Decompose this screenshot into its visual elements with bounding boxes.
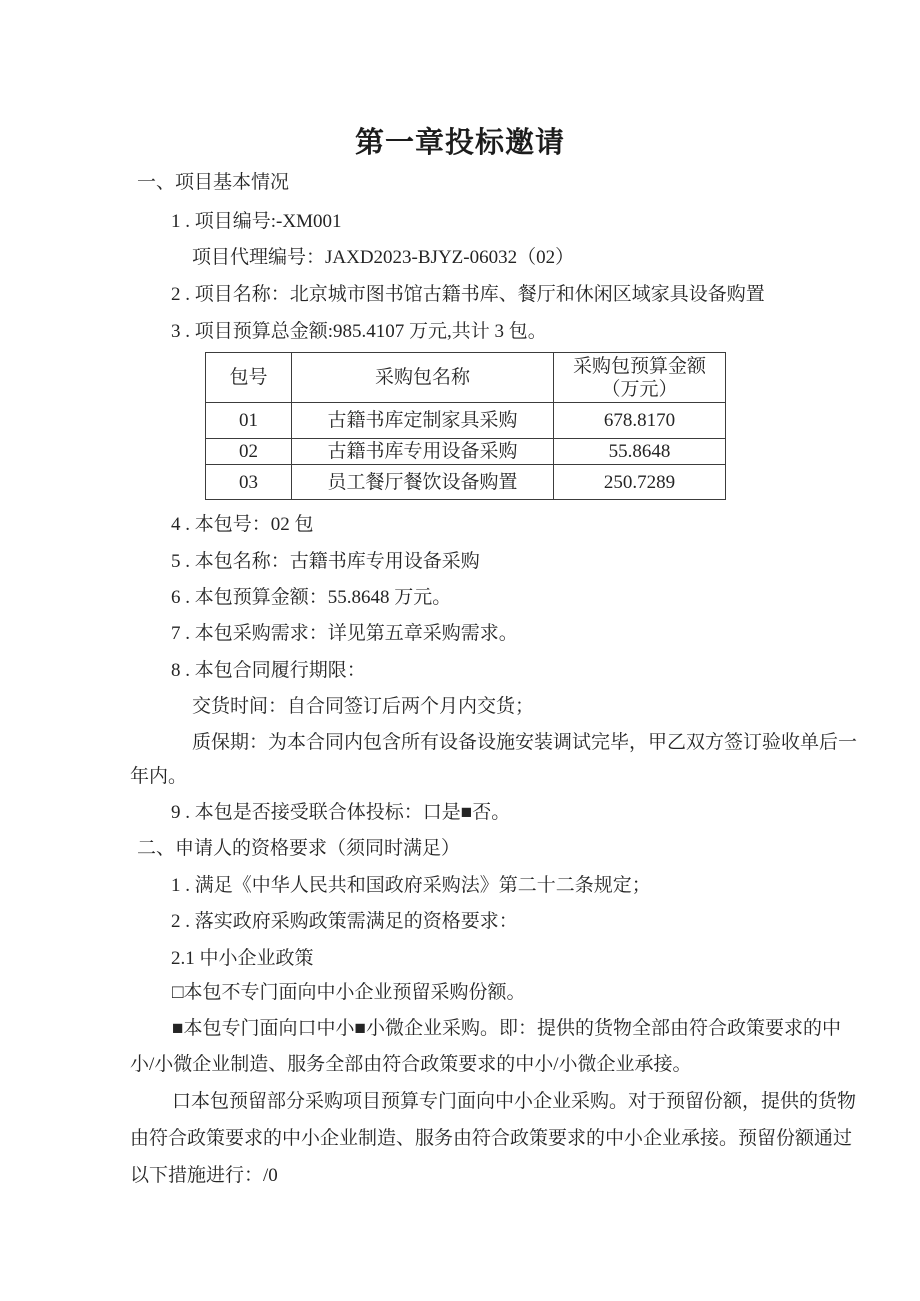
contract-period-line: 8 . 本包合同履行期限： xyxy=(171,660,366,681)
cell-package-budget: 250.7289 xyxy=(554,465,726,500)
table-row xyxy=(206,403,726,439)
cell-package-name: 古籍书库定制家具采购 xyxy=(292,403,554,439)
budget-table-container xyxy=(205,352,725,500)
warranty-line-2: 年内。 xyxy=(130,766,188,787)
chapter-title: 第一章投标邀请 xyxy=(354,127,565,159)
budget-table xyxy=(205,352,726,500)
package-budget-line: 6 . 本包预算金额：55.8648 万元。 xyxy=(171,587,452,608)
budget-table-header-row xyxy=(206,353,726,403)
cell-package-name: 古籍书库专用设备采购 xyxy=(292,439,554,465)
section2-heading: 二、申请人的资格要求（须同时满足） xyxy=(137,838,461,859)
cell-package-no: 02 xyxy=(206,439,292,465)
consortium-bid-line: 9 . 本包是否接受联合体投标：口是■否。 xyxy=(171,802,511,823)
sme-option-partial-line-2: 由符合政策要求的中小企业制造、服务由符合政策要求的中小企业承接。预留份额通过 xyxy=(130,1128,853,1149)
package-no-line: 4 . 本包号：02 包 xyxy=(171,514,314,535)
sme-option-partial-line-1: 口本包预留部分采购项目预算专门面向中小企业采购。对于预留份额，提供的货物 xyxy=(172,1091,857,1112)
sme-option-not-reserved: □本包不专门面向中小企业预留采购份额。 xyxy=(172,982,526,1003)
table-row xyxy=(206,439,726,465)
header-package-budget: 采购包预算金额（万元） xyxy=(554,353,726,403)
cell-package-budget: 678.8170 xyxy=(554,403,726,439)
project-name-line: 2 . 项目名称：北京城市图书馆古籍书库、餐厅和休闲区域家具设备购置 xyxy=(171,284,765,305)
header-package-name: 采购包名称 xyxy=(292,353,554,403)
section1-heading: 一、项目基本情况 xyxy=(137,172,290,193)
cell-package-no: 01 xyxy=(206,403,292,439)
warranty-line-1: 质保期：为本合同内包含所有设备设施安装调试完毕，甲乙双方签订验收单后一 xyxy=(192,732,858,753)
policy-requirement-line: 2 . 落实政府采购政策需满足的资格要求： xyxy=(171,911,518,932)
header-package-no: 包号 xyxy=(206,353,292,403)
total-budget-line: 3 . 项目预算总金额:985.4107 万元,共计 3 包。 xyxy=(171,321,547,342)
procurement-demand-line: 7 . 本包采购需求：详见第五章采购需求。 xyxy=(171,623,518,644)
sme-option-dedicated-line-2: 小/小微企业制造、服务全部由符合政策要求的中小/小微企业承接。 xyxy=(130,1054,692,1075)
table-row xyxy=(206,465,726,500)
qualification-law-line: 1 . 满足《中华人民共和国政府采购法》第二十二条规定； xyxy=(171,875,651,896)
sme-policy-heading: 2.1 中小企业政策 xyxy=(171,948,314,969)
sme-option-partial-line-3: 以下措施进行：/0 xyxy=(130,1165,278,1186)
project-number-line: 1 . 项目编号:-XM001 xyxy=(171,211,342,232)
cell-package-name: 员工餐厅餐饮设备购置 xyxy=(292,465,554,500)
cell-package-no: 03 xyxy=(206,465,292,500)
sme-option-dedicated-line-1: ■本包专门面向口中小■小微企业采购。即：提供的货物全部由符合政策要求的中 xyxy=(172,1018,841,1039)
delivery-time-line: 交货时间：自合同签订后两个月内交货； xyxy=(192,696,535,717)
package-name-line: 5 . 本包名称：古籍书库专用设备采购 xyxy=(171,551,480,572)
cell-package-budget: 55.8648 xyxy=(554,439,726,465)
agency-number-line: 项目代理编号：JAXD2023-BJYZ-06032（02） xyxy=(192,247,575,268)
